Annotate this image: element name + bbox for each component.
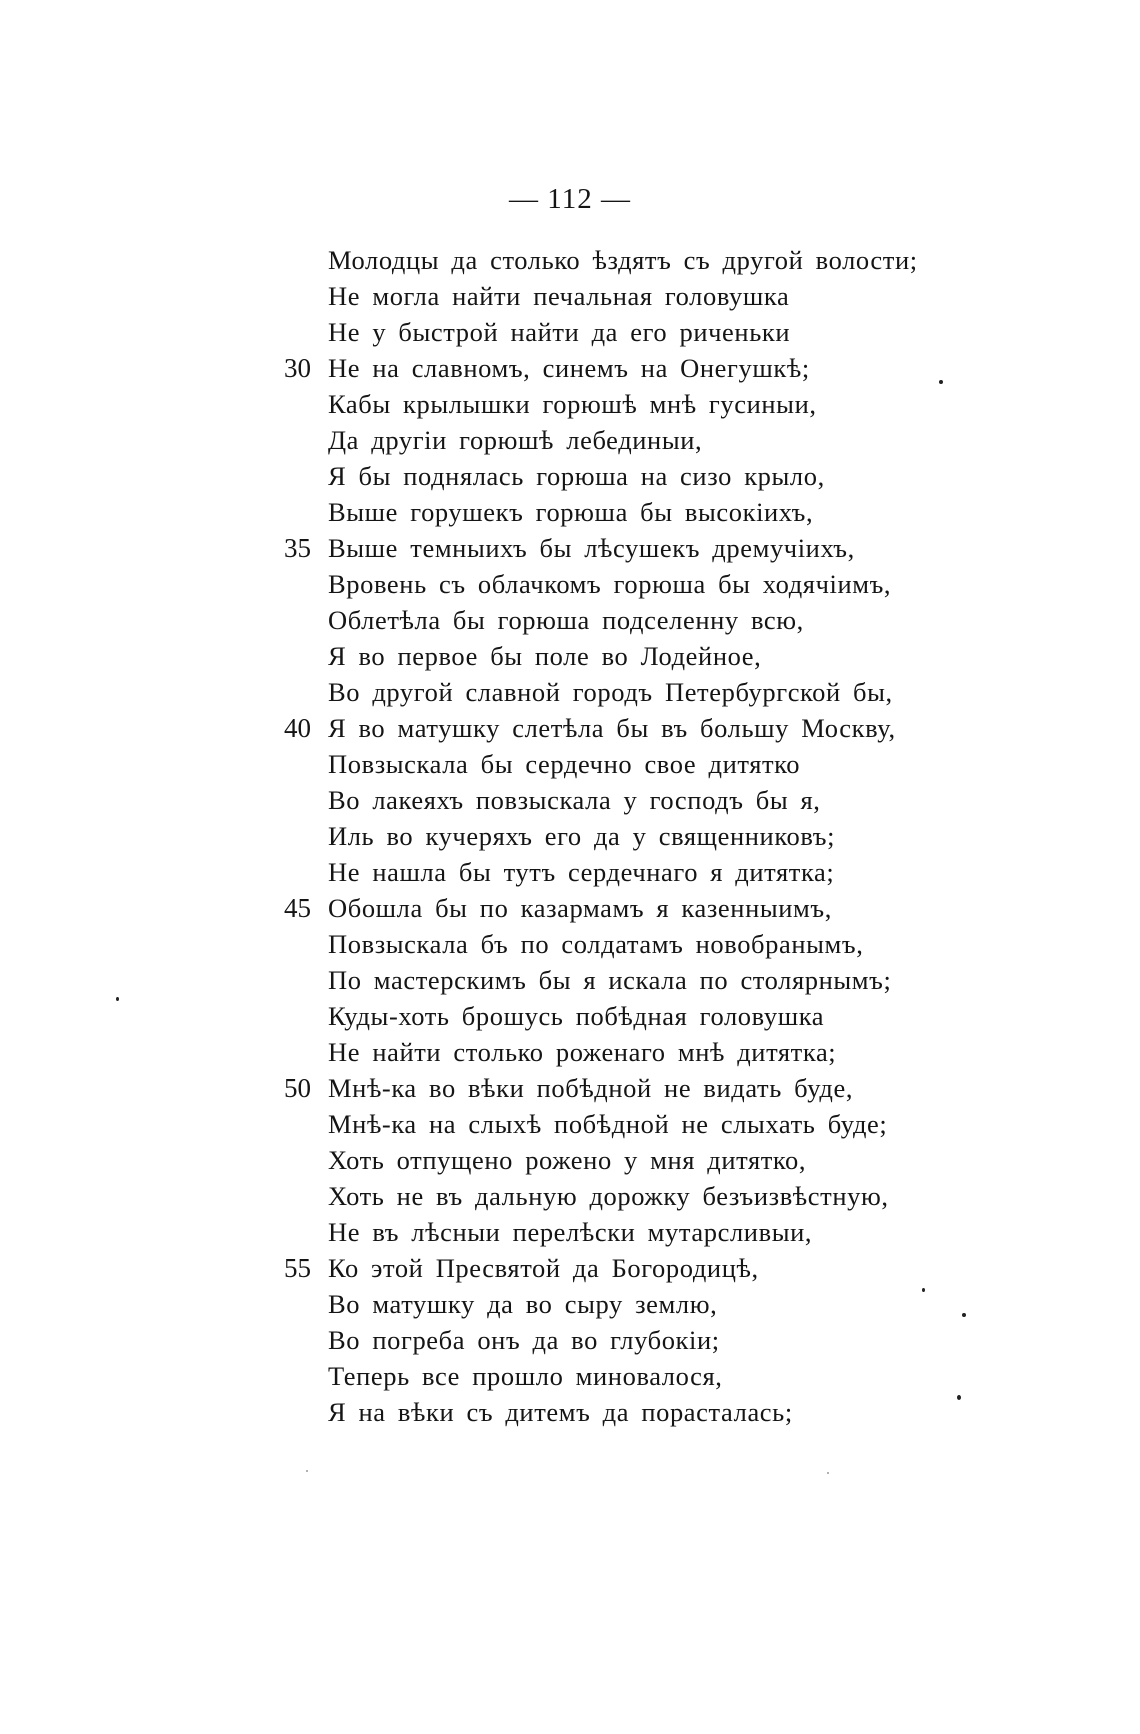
verse-line (0, 854, 1140, 890)
verse-text: Не у быстрой найти да его риченьки (328, 317, 791, 347)
verse-line (0, 926, 1140, 962)
verse-text: Хоть не въ дальную дорожку безъизвѣстную, (328, 1181, 889, 1211)
verse-text: Во матушку да во сыру землю, (328, 1289, 718, 1319)
scan-speck (939, 380, 943, 384)
verse-text: Облетѣла бы горюша подселенну всю, (328, 605, 804, 635)
verse-line (0, 530, 1140, 566)
verse-line (0, 1286, 1140, 1322)
verse-text: Я во первое бы поле во Лодейное, (328, 641, 762, 671)
verse-line (0, 746, 1140, 782)
verse-line (0, 1142, 1140, 1178)
verse-line (0, 638, 1140, 674)
scan-speck (306, 1470, 308, 1472)
scan-speck (922, 1288, 925, 1292)
verse-text: Повзыскала бъ по солдатамъ новобранымъ, (328, 929, 864, 959)
page-number: — 112 — (509, 183, 631, 215)
verse-text: Молодцы да столько ѣздятъ съ другой волости; (328, 245, 918, 275)
verse-line (0, 494, 1140, 530)
verse-line (0, 242, 1140, 278)
verse-text: Теперь все прошло миновалося, (328, 1361, 723, 1391)
verse-text: Кабы крылышки горюшѣ мнѣ гусиныи, (328, 389, 817, 419)
verse-text: Куды-хоть брошусь побѣдная головушка (328, 1001, 825, 1031)
line-number: 45 (284, 893, 311, 923)
verse-text: Я бы поднялась горюша на сизо крыло, (328, 461, 825, 491)
verse-line (0, 458, 1140, 494)
verse-text: Мнѣ-ка на слыхѣ побѣдной не слыхать буде; (328, 1109, 888, 1139)
verse-text: Не на славномъ, синемъ на Онегушкѣ; (328, 353, 810, 383)
scan-speck (957, 1395, 961, 1400)
scan-speck (962, 1313, 966, 1317)
verse-line (0, 1214, 1140, 1250)
verse-text: Выше горушекъ горюша бы высокіихъ, (328, 497, 814, 527)
verse-text: Вровень съ облачкомъ горюша бы ходячіимъ, (328, 569, 892, 599)
verse-line (0, 1322, 1140, 1358)
line-number: 30 (284, 353, 311, 383)
verse-line (0, 1070, 1140, 1106)
scan-speck (827, 1472, 829, 1474)
verse-text: Я на вѣки съ дитемъ да порасталась; (328, 1397, 793, 1427)
verse-text: Не найти столько роженаго мнѣ дитятка; (328, 1037, 837, 1067)
verse-line (0, 782, 1140, 818)
verse-text: По мастерскимъ бы я искала по столярнымъ; (328, 965, 892, 995)
verse-line (0, 890, 1140, 926)
verse-line (0, 674, 1140, 710)
verse-text: Да другіи горюшѣ лебединыи, (328, 425, 703, 455)
verse-text: Во лакеяхъ повзыскала у господъ бы я, (328, 785, 821, 815)
verse-line (0, 278, 1140, 314)
line-number: 35 (284, 533, 311, 563)
verse-line (0, 1034, 1140, 1070)
verse-text: Мнѣ-ка во вѣки побѣдной не видать буде, (328, 1073, 854, 1103)
verse-line (0, 998, 1140, 1034)
verse-line (0, 566, 1140, 602)
verse-text: Во погреба онъ да во глубокіи; (328, 1325, 720, 1355)
verse-text: Иль во кучеряхъ его да у священниковъ; (328, 821, 836, 851)
verse-text: Хоть отпущено рожено у мня дитятко, (328, 1145, 807, 1175)
verse-line (0, 1394, 1140, 1430)
verse-line (0, 1358, 1140, 1394)
verse-text: Ко этой Пресвятой да Богородицѣ, (328, 1253, 759, 1283)
line-number: 40 (284, 713, 311, 743)
verse-text: Выше темныихъ бы лѣсушекъ дремучіихъ, (328, 533, 855, 563)
verse-line (0, 1106, 1140, 1142)
scan-speck (116, 997, 119, 1001)
verse-line (0, 710, 1140, 746)
verse-line (0, 1178, 1140, 1214)
verse-line (0, 386, 1140, 422)
poem-text (0, 242, 1140, 1430)
verse-text: Не въ лѣсныи перелѣски мутарсливыи, (328, 1217, 813, 1247)
verse-line (0, 962, 1140, 998)
verse-line (0, 314, 1140, 350)
verse-text: Я во матушку слетѣла бы въ большу Москву, (328, 713, 896, 743)
verse-line (0, 818, 1140, 854)
line-number: 55 (284, 1253, 311, 1283)
verse-text: Не могла найти печальная головушка (328, 281, 790, 311)
verse-text: Повзыскала бы сердечно свое дитятко (328, 749, 801, 779)
line-number: 50 (284, 1073, 311, 1103)
verse-line (0, 350, 1140, 386)
verse-line (0, 1250, 1140, 1286)
verse-text: Во другой славной городъ Петербургской бы, (328, 677, 893, 707)
verse-line (0, 602, 1140, 638)
verse-text: Не нашла бы тутъ сердечнаго я дитятка; (328, 857, 835, 887)
verse-text: Обошла бы по казармамъ я казенныимъ, (328, 893, 832, 923)
verse-line (0, 422, 1140, 458)
